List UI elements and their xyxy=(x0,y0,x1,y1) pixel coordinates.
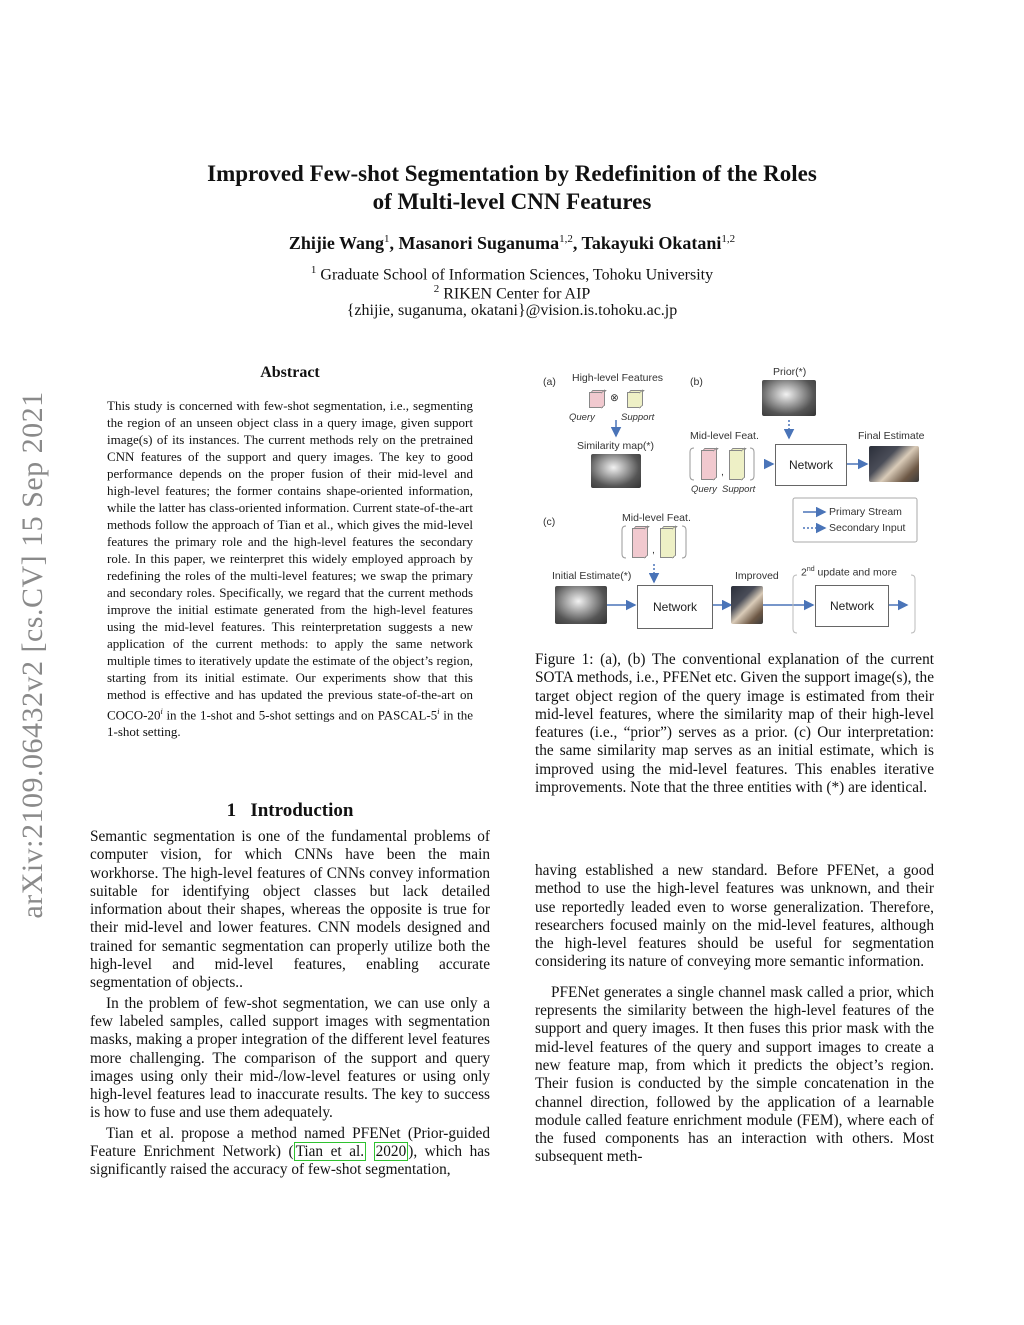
bracket-b-right xyxy=(750,448,754,480)
label-support-a: Support xyxy=(621,412,655,423)
section-heading-introduction: 1 Introduction xyxy=(226,800,354,821)
label-a: (a) xyxy=(543,376,556,388)
query-mid-cube-b xyxy=(701,448,717,480)
emails: {zhijie, suganuma, okatani}@vision.is.tohoku.ac.jp xyxy=(346,302,678,319)
left-column xyxy=(90,828,490,1180)
label-prior: Prior(*) xyxy=(773,366,807,378)
similarity-map-image xyxy=(591,454,641,488)
bracket-update-left xyxy=(793,575,797,633)
label-mid-level-feat-b: Mid-level Feat. xyxy=(690,430,759,442)
abstract-text: This study is concerned with few-shot segmentation, i.e., segmenting the region of an unseen object class in a query image, given support image(s) of its instances. The current methods rely on the pretrained CNN features of the support and query images. The key to good performance depends on the proper fusion of their mid-level and high-level features; the former contains shape-oriented information, while the latter has class-oriented information. Current state-of-the-art methods follow the approach of Tian et al., which gives the mid-level features the primary role and the high-level features the secondary role. In this paper, we reinterpret this widely employed approach by redefining the roles of the multi-level features; we swap the primary and secondary roles. Specifically, we regard that the current methods improve the initial estimate generated from the high-level features using the mid-level features. This reinterpretation suggests a new application of the current methods: to apply the same network multiple times to iteratively update the estimate of the object’s region, starting from its initial estimate. Our experiments show that this method is effective and has updated the previous state-of-the-art on COCO-20$^i$ in the 1-shot and 5-shot settings and on PASCAL-5$^i$ in the 1-shot setting. xyxy=(107,398,473,740)
otimes-symbol: ⊗ xyxy=(610,392,619,404)
query-feature-cube xyxy=(589,390,605,408)
network-box-c1: Network xyxy=(637,585,713,629)
label-support-b: Support xyxy=(722,484,756,495)
label-initial-estimate: Initial Estimate(*) xyxy=(552,570,632,582)
network-box-b: Network xyxy=(775,444,847,486)
prior-image xyxy=(762,380,816,416)
citation-year-link[interactable]: 2020 xyxy=(375,1143,407,1161)
arxiv-sidebar xyxy=(8,360,58,950)
final-estimate-image xyxy=(869,446,919,482)
bracket-b-left xyxy=(690,448,694,480)
authors: Zhijie Wang$^1$, Masanori Suganuma$^{1,2}$, Takayuki Okatani$^{1,2}$ xyxy=(288,233,736,253)
label-improved: Improved xyxy=(735,570,779,582)
support-feature-cube xyxy=(627,390,643,408)
label-mid-level-feat-c: Mid-level Feat. xyxy=(622,512,691,524)
bracket-update-right xyxy=(911,575,915,633)
comma-b: , xyxy=(721,466,724,478)
bracket-c-left xyxy=(622,526,626,558)
comma-c: , xyxy=(652,544,655,556)
intro-paragraph-1: Semantic segmentation is one of the fundamental problems of computer vision, for which CNNs have been the main workhorse. The high-level features of CNNs convey information suitable for identifying object classes but lack detailed information about their shapes, whereas the opposite is true for their mid-level and lower features. CNN models designed and trained for semantic segmentation can properly utilize both the high-level and mid-level features, enabling accurate segmentation of objects.. xyxy=(90,828,490,992)
network-box-c2: Network xyxy=(815,585,889,627)
label-query-b: Query xyxy=(691,484,717,495)
intro-paragraph-4: having established a new standard. Before PFENet, a good method to use the high-level features was unknown, and their use reportedly leaded even to worse generalization. Therefore, researchers focused mainly on the mid-level features, although the high-level features should be useful for segmentation considering its nature of conveying more semantic information. xyxy=(535,862,934,971)
affiliation-2: $^2$ RIKEN Center for AIP xyxy=(433,283,591,303)
right-column xyxy=(535,862,934,1167)
improved-image xyxy=(731,586,763,624)
author-3: Takayuki Okatani xyxy=(581,233,722,253)
intro-paragraph-2: In the problem of few-shot segmentation, we can use only a few labeled samples, called support images with segmentation masks, making a proper integration of the different level features more challenging. The comparison of the support and query images using only their mid-/low-level features or using only high-level features lead to inaccurate results. The key to success is how to fuse and use them adequately. xyxy=(90,994,490,1122)
support-mid-cube-c xyxy=(660,526,676,558)
author-1: Zhijie Wang xyxy=(288,233,385,253)
citation-link[interactable]: Tian et al. xyxy=(295,1143,365,1161)
initial-estimate-image xyxy=(555,586,607,624)
arxiv-id: arXiv:2109.06432v2 [cs.CV] 15 Sep 2021 xyxy=(16,391,49,919)
title-line-2: of Multi-level CNN Features xyxy=(372,189,652,214)
legend-primary: Primary Stream xyxy=(829,506,902,518)
abstract-heading: Abstract xyxy=(260,364,320,381)
author-2: Masanori Suganuma xyxy=(398,233,560,253)
support-mid-cube-b xyxy=(729,448,745,480)
label-high-level-features: High-level Features xyxy=(572,372,664,384)
figure-1-caption: Figure 1: (a), (b) The conventional explanation of the current SOTA methods, i.e., PFENet etc. Given the support image(s), the target object region of the query image is estimated from their mid-level features, where the similarity map of their high-level features (i.e., “prior”) serves as a prior. (c) Our interpretation: the same similarity map serves as an initial estimate, which is improved using the mid-level features. This enables iterative improvements. Note that the three entities with (*) are identical. xyxy=(535,651,934,797)
legend-secondary: Secondary Input xyxy=(829,522,906,534)
label-query-a: Query xyxy=(569,412,595,423)
affiliation-1: $^1$ Graduate School of Information Sciences, Tohoku University xyxy=(310,264,714,284)
label-similarity-map: Similarity map(*) xyxy=(577,440,655,452)
paper-title xyxy=(0,160,1024,216)
figure-1 xyxy=(535,360,935,640)
query-mid-cube-c xyxy=(632,526,648,558)
label-b: (b) xyxy=(690,376,703,388)
label-c: (c) xyxy=(543,516,556,528)
intro-paragraph-5: PFENet generates a single channel mask called a prior, which represents the similarity between the high-level features of the support and query images. It then fuses this prior mask with the mid-level features of the query and support images to create a new feature map, from which it predicts the object’s region. Their fusion is conducted by the simple concatenation in the channel direction, followed by the application of a learnable module called feature enrichment module (FEM), where each of the fused components has an interaction with others. Most subsequent meth- xyxy=(535,983,934,1166)
label-update: 2nd update and more xyxy=(801,566,897,579)
bracket-c-right xyxy=(682,526,686,558)
intro-paragraph-3: Tian et al. propose a method named PFENet (Prior-guided Feature Enrichment Network) ( Tian et al. 2020 ), which has significantly raised the accuracy of few-shot segmentation, xyxy=(90,1124,491,1179)
label-final-estimate: Final Estimate xyxy=(858,430,925,442)
title-line-1: Improved Few-shot Segmentation by Redefinition of the Roles xyxy=(207,161,817,186)
legend-box xyxy=(793,498,917,542)
